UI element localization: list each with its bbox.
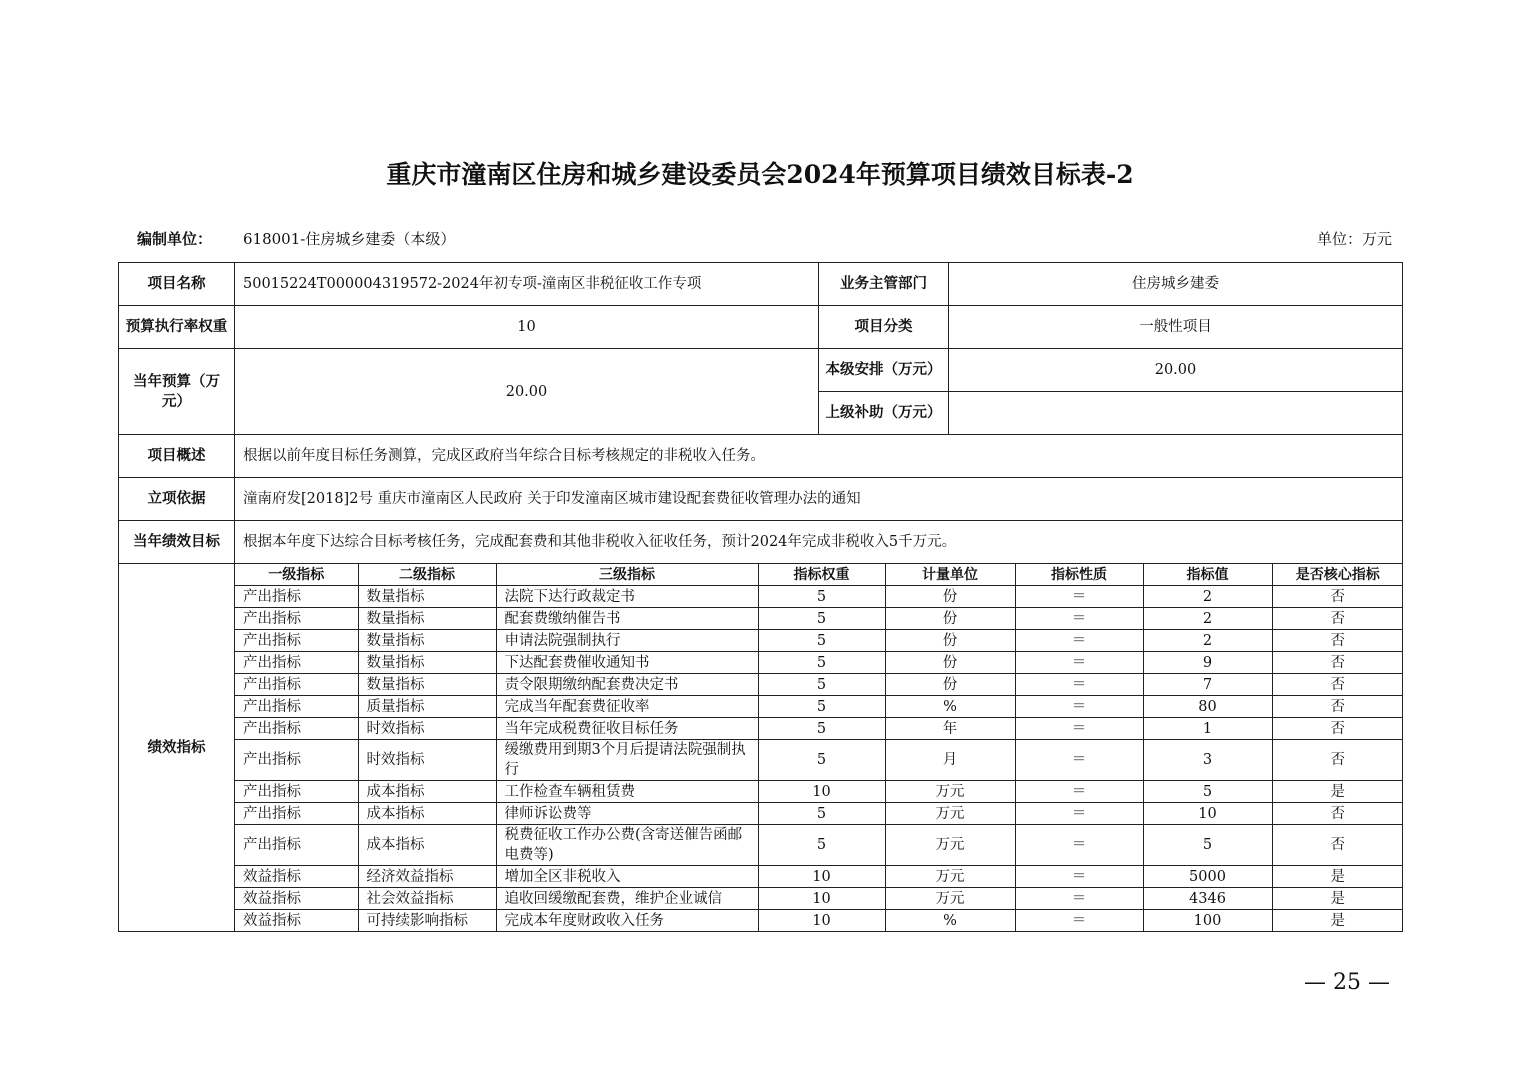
- indicator-cell: 产出指标: [235, 696, 358, 718]
- indicator-cell: 5: [758, 803, 885, 825]
- indicator-cell: 增加全区非税收入: [496, 866, 758, 888]
- indicator-cell: 月: [885, 740, 1015, 781]
- indicator-row: [235, 803, 1403, 825]
- indicator-cell: 否: [1272, 740, 1403, 781]
- indicator-header: 指标权重: [758, 564, 885, 586]
- indicator-cell: 产出指标: [235, 586, 358, 608]
- indicator-cell: 产出指标: [235, 674, 358, 696]
- project-name-label: 项目名称: [119, 263, 235, 306]
- indicator-cell: 成本指标: [358, 803, 496, 825]
- indicator-cell: 10: [758, 866, 885, 888]
- indicator-cell: 份: [885, 586, 1015, 608]
- indicator-row: [235, 652, 1403, 674]
- upper-label: 上级补助（万元）: [819, 392, 949, 435]
- category-value: 一般性项目: [949, 306, 1403, 349]
- performance-table: [118, 262, 1403, 932]
- compiling-unit-label: 编制单位：: [137, 230, 213, 248]
- indicator-cell: ＝: [1015, 866, 1143, 888]
- indicator-cell: 是: [1272, 866, 1403, 888]
- goal-value: 根据本年度下达综合目标考核任务，完成配套费和其他非税收入征收任务，预计2024年完成非税收入5千万元。: [235, 521, 1403, 564]
- indicator-row: [235, 740, 1403, 781]
- dept-value: 住房城乡建委: [949, 263, 1403, 306]
- indicator-cell: 数量指标: [358, 674, 496, 696]
- indicator-cell: 5: [758, 586, 885, 608]
- indicator-header: 指标性质: [1015, 564, 1143, 586]
- indicator-cell: 100: [1143, 910, 1272, 932]
- indicator-cell: 5: [1143, 781, 1272, 803]
- indicator-row: [235, 630, 1403, 652]
- indicator-row: [235, 888, 1403, 910]
- indicator-cell: 5: [758, 718, 885, 740]
- indicator-cell: 申请法院强制执行: [496, 630, 758, 652]
- currency-unit: 单位：万元: [1316, 230, 1392, 248]
- indicator-header: 一级指标: [235, 564, 358, 586]
- basis-label: 立项依据: [119, 478, 235, 521]
- indicator-row: [235, 781, 1403, 803]
- indicator-cell: 缓缴费用到期3个月后提请法院强制执行: [496, 740, 758, 781]
- indicator-cell: 追收回缓缴配套费，维护企业诚信: [496, 888, 758, 910]
- indicator-cell: 份: [885, 674, 1015, 696]
- indicator-cell: 万元: [885, 825, 1015, 866]
- indicator-cell: 产出指标: [235, 630, 358, 652]
- indicator-cell: 数量指标: [358, 608, 496, 630]
- indicator-cell: 否: [1272, 803, 1403, 825]
- indicator-row: [235, 674, 1403, 696]
- indicator-cell: 数量指标: [358, 630, 496, 652]
- indicator-row: [235, 718, 1403, 740]
- indicator-cell: 10: [758, 910, 885, 932]
- indicator-header: 是否核心指标: [1272, 564, 1403, 586]
- indicator-cell: 产出指标: [235, 825, 358, 866]
- indicator-cell: 产出指标: [235, 740, 358, 781]
- upper-value: [949, 392, 1403, 435]
- exec-weight-label: 预算执行率权重: [119, 306, 235, 349]
- indicator-cell: ＝: [1015, 910, 1143, 932]
- compiling-unit-value: 618001-住房城乡建委（本级）: [243, 230, 456, 248]
- indicator-cell: ＝: [1015, 674, 1143, 696]
- indicator-table: [235, 564, 1403, 931]
- indicator-cell: 下达配套费催收通知书: [496, 652, 758, 674]
- indicator-header: 指标值: [1143, 564, 1272, 586]
- category-label: 项目分类: [819, 306, 949, 349]
- indicator-cell: ＝: [1015, 888, 1143, 910]
- indicator-cell: 5000: [1143, 866, 1272, 888]
- indicator-cell: 时效指标: [358, 718, 496, 740]
- indicator-cell: 否: [1272, 825, 1403, 866]
- indicator-cell: 2: [1143, 630, 1272, 652]
- indicator-cell: 完成当年配套费征收率: [496, 696, 758, 718]
- indicator-cell: ＝: [1015, 718, 1143, 740]
- indicator-cell: 工作检查车辆租赁费: [496, 781, 758, 803]
- indicator-cell: 万元: [885, 781, 1015, 803]
- indicator-cell: 数量指标: [358, 586, 496, 608]
- indicators-label: 绩效指标: [119, 564, 235, 932]
- indicator-cell: 责令限期缴纳配套费决定书: [496, 674, 758, 696]
- indicator-cell: ＝: [1015, 696, 1143, 718]
- indicator-cell: 产出指标: [235, 652, 358, 674]
- indicator-cell: 产出指标: [235, 803, 358, 825]
- indicator-cell: 产出指标: [235, 718, 358, 740]
- indicator-cell: 5: [758, 608, 885, 630]
- budget-value: 20.00: [235, 349, 819, 435]
- indicator-row: [235, 866, 1403, 888]
- indicator-cell: 是: [1272, 910, 1403, 932]
- indicator-cell: ＝: [1015, 630, 1143, 652]
- indicator-cell: 社会效益指标: [358, 888, 496, 910]
- indicator-cell: 9: [1143, 652, 1272, 674]
- indicator-cell: 是: [1272, 888, 1403, 910]
- page-number: — 25 —: [1304, 970, 1390, 995]
- indicator-row: [235, 608, 1403, 630]
- indicator-cell: %: [885, 696, 1015, 718]
- indicator-cell: ＝: [1015, 781, 1143, 803]
- indicators-cell: [235, 564, 1403, 932]
- indicator-cell: 5: [758, 674, 885, 696]
- indicator-cell: 产出指标: [235, 781, 358, 803]
- indicator-cell: 当年完成税费征收目标任务: [496, 718, 758, 740]
- indicator-cell: 10: [758, 888, 885, 910]
- indicator-cell: 成本指标: [358, 825, 496, 866]
- indicator-cell: 5: [758, 825, 885, 866]
- indicator-cell: ＝: [1015, 825, 1143, 866]
- indicator-header: 三级指标: [496, 564, 758, 586]
- indicator-header: 二级指标: [358, 564, 496, 586]
- indicator-cell: 10: [1143, 803, 1272, 825]
- indicator-cell: ＝: [1015, 586, 1143, 608]
- indicator-cell: 效益指标: [235, 910, 358, 932]
- project-name-value: 50015224T000004319572-2024年初专项-潼南区非税征收工作专项: [235, 263, 819, 306]
- indicator-cell: 万元: [885, 888, 1015, 910]
- indicator-cell: 份: [885, 608, 1015, 630]
- local-label: 本级安排（万元）: [819, 349, 949, 392]
- indicator-cell: 5: [758, 696, 885, 718]
- goal-label: 当年绩效目标: [119, 521, 235, 564]
- indicator-cell: 成本指标: [358, 781, 496, 803]
- dept-label: 业务主管部门: [819, 263, 949, 306]
- indicator-header: 计量单位: [885, 564, 1015, 586]
- indicator-cell: 配套费缴纳催告书: [496, 608, 758, 630]
- indicator-cell: 万元: [885, 866, 1015, 888]
- indicator-cell: ＝: [1015, 740, 1143, 781]
- indicator-cell: 10: [758, 781, 885, 803]
- indicator-cell: 否: [1272, 608, 1403, 630]
- indicator-cell: 年: [885, 718, 1015, 740]
- indicator-cell: %: [885, 910, 1015, 932]
- indicator-cell: 1: [1143, 718, 1272, 740]
- indicator-cell: 可持续影响指标: [358, 910, 496, 932]
- overview-value: 根据以前年度目标任务测算，完成区政府当年综合目标考核规定的非税收入任务。: [235, 435, 1403, 478]
- budget-label: 当年预算（万元）: [119, 349, 235, 435]
- indicator-cell: 80: [1143, 696, 1272, 718]
- indicator-row: [235, 586, 1403, 608]
- indicator-cell: 否: [1272, 696, 1403, 718]
- local-value: 20.00: [949, 349, 1403, 392]
- indicator-cell: 3: [1143, 740, 1272, 781]
- indicator-cell: ＝: [1015, 652, 1143, 674]
- indicator-cell: 税费征收工作办公费(含寄送催告函邮电费等): [496, 825, 758, 866]
- indicator-cell: 完成本年度财政收入任务: [496, 910, 758, 932]
- indicator-cell: 4346: [1143, 888, 1272, 910]
- indicator-cell: 效益指标: [235, 866, 358, 888]
- indicator-cell: 时效指标: [358, 740, 496, 781]
- indicator-cell: ＝: [1015, 803, 1143, 825]
- indicator-cell: 经济效益指标: [358, 866, 496, 888]
- indicator-cell: 质量指标: [358, 696, 496, 718]
- overview-label: 项目概述: [119, 435, 235, 478]
- indicator-cell: 万元: [885, 803, 1015, 825]
- indicator-cell: 效益指标: [235, 888, 358, 910]
- indicator-cell: 5: [758, 740, 885, 781]
- page-title: 重庆市潼南区住房和城乡建设委员会2024年预算项目绩效目标表-2: [386, 160, 1134, 189]
- exec-weight-value: 10: [235, 306, 819, 349]
- indicator-cell: 否: [1272, 586, 1403, 608]
- indicator-cell: ＝: [1015, 608, 1143, 630]
- indicator-cell: 法院下达行政裁定书: [496, 586, 758, 608]
- indicator-cell: 否: [1272, 652, 1403, 674]
- indicator-cell: 否: [1272, 630, 1403, 652]
- compiling-unit: [137, 228, 455, 249]
- basis-value: 潼南府发[2018]2号 重庆市潼南区人民政府 关于印发潼南区城市建设配套费征收管理办法的通知: [235, 478, 1403, 521]
- indicator-row: [235, 696, 1403, 718]
- indicator-header-row: [235, 564, 1403, 586]
- indicator-cell: 否: [1272, 718, 1403, 740]
- indicator-cell: 5: [1143, 825, 1272, 866]
- indicator-cell: 5: [758, 630, 885, 652]
- indicator-cell: 否: [1272, 674, 1403, 696]
- indicator-cell: 份: [885, 652, 1015, 674]
- indicator-cell: 产出指标: [235, 608, 358, 630]
- indicator-cell: 是: [1272, 781, 1403, 803]
- indicator-cell: 数量指标: [358, 652, 496, 674]
- indicator-row: [235, 825, 1403, 866]
- indicator-cell: 5: [758, 652, 885, 674]
- indicator-cell: 份: [885, 630, 1015, 652]
- indicator-row: [235, 910, 1403, 932]
- indicator-cell: 7: [1143, 674, 1272, 696]
- indicator-cell: 2: [1143, 608, 1272, 630]
- indicator-cell: 2: [1143, 586, 1272, 608]
- indicator-cell: 律师诉讼费等: [496, 803, 758, 825]
